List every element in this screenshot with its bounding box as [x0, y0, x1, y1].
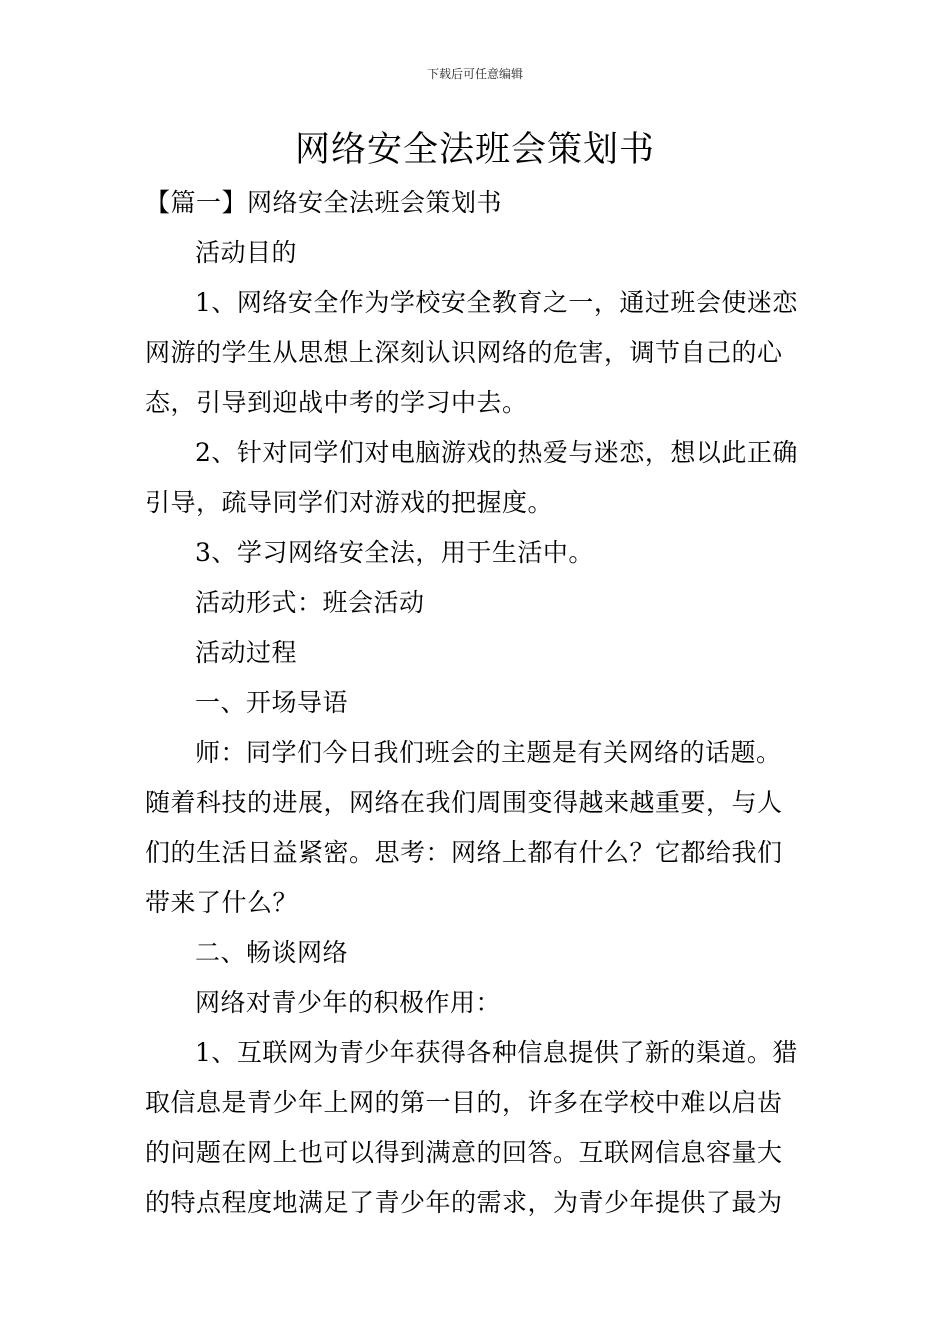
header-note: 下载后可任意编辑 [426, 67, 523, 81]
document-body [145, 178, 805, 1228]
section-heading: 【篇一】网络安全法班会策划书 [145, 188, 503, 217]
paragraph-purpose-2: 2、针对同学们对电脑游戏的热爱与迷恋，想以此正确引导，疏导同学们对游戏的把握度。 [145, 438, 798, 517]
paragraph-activity-process: 活动过程 [195, 638, 298, 667]
document-title: 网络安全法班会策划书 [294, 130, 655, 170]
paragraph-positive-effects: 网络对青少年的积极作用： [195, 988, 502, 1017]
paragraph-discuss-network: 二、畅谈网络 [195, 938, 349, 967]
paragraph-purpose-1: 1、网络安全作为学校安全教育之一，通过班会使迷恋网游的学生从思想上深刻认识网络的危害，调节自己的心态，引导到迎战中考的学习中去。 [145, 288, 798, 417]
paragraph-activity-form: 活动形式：班会活动 [195, 588, 425, 617]
paragraph-purpose-3: 3、学习网络安全法，用于生活中。 [195, 538, 594, 567]
paragraph-teacher-intro: 师：同学们今日我们班会的主题是有关网络的话题。随着科技的进展，网络在我们周围变得越来越重要，与人们的生活日益紧密。思考：网络上都有什么？它都给我们带来了什么？ [145, 738, 783, 917]
paragraph-effect-1: 1、互联网为青少年获得各种信息提供了新的渠道。猎取信息是青少年上网的第一目的，许多在学校中难以启齿的问题在网上也可以得到满意的回答。互联网信息容量大的特点程度地满足了青少年的需求，为青少年提供了最为 [145, 1038, 798, 1217]
paragraph-opening: 一、开场导语 [195, 688, 349, 717]
paragraph-activity-purpose: 活动目的 [195, 238, 298, 267]
